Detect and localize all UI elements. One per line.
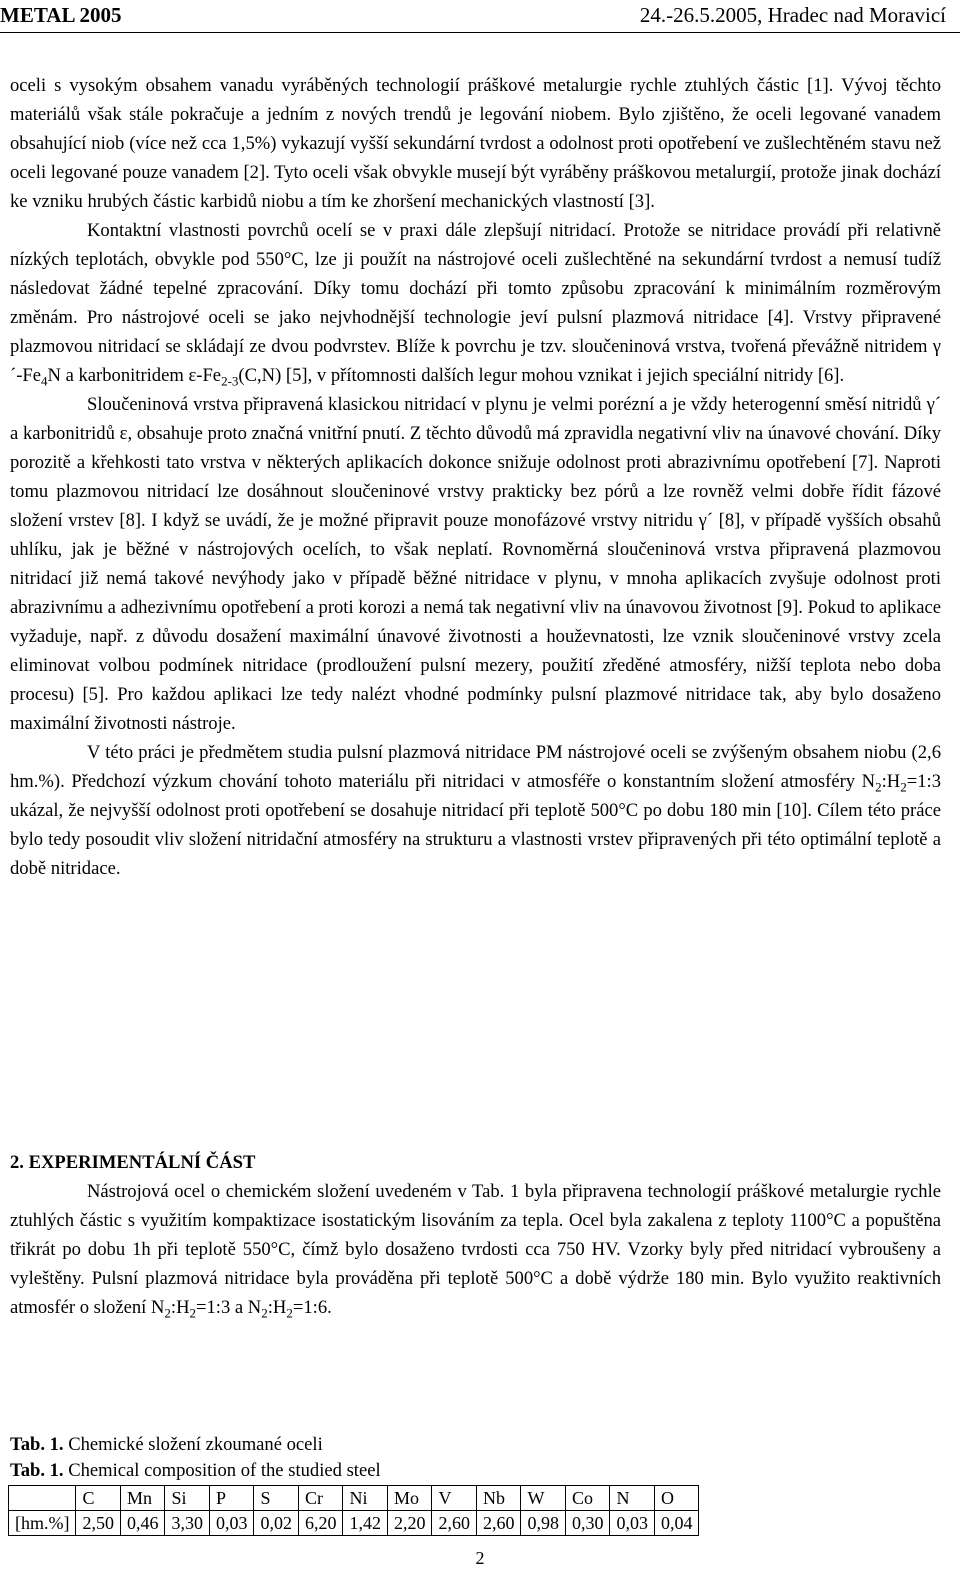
table-cell: 0,02 (254, 1511, 299, 1536)
table-cell (9, 1486, 76, 1511)
table-caption-cz: Tab. 1. Chemické složení zkoumané oceli (10, 1434, 323, 1455)
table-cell: N (610, 1486, 655, 1511)
table-cell: W (521, 1486, 566, 1511)
table-cell: O (654, 1486, 699, 1511)
paragraph-4: V této práci je předmětem studia pulsní plazmová nitridace PM nástrojové oceli se zvýšeným obsahem niobu (2,6 hm.%). Předchozí výzkum chování tohoto materiálu při nitridaci v atmosféře o konstantním složení atmosféry $N_2:H_2=1:3$ ukázal, že nejvyšší odolnost proti opotřebení se dosahuje nitridací při teplotě 500°C po dobu 180 min [10]. Cílem této práce bylo tedy posoudit vliv složení nitridační atmosféry na strukturu a vlastnosti vrstev připravených při této optimální teplotě a době nitridace. (10, 742, 941, 879)
page-number: 2 (475, 1548, 485, 1568)
table-cell: 0,98 (521, 1511, 566, 1536)
table-cell: Co (565, 1486, 610, 1511)
table-cell: C (76, 1486, 121, 1511)
table-cell: 3,30 (165, 1511, 210, 1536)
table-cell: Mn (120, 1486, 165, 1511)
section-heading: 2. EXPERIMENTÁLNÍ ČÁST (10, 1152, 256, 1173)
table-cell: [hm.%] (9, 1511, 76, 1536)
table-caption-en: Tab. 1. Chemical composition of the studied steel (10, 1460, 381, 1481)
table-cell: 2,60 (432, 1511, 477, 1536)
conference-date-place: 24.-26.5.2005, Hradec nad Moravicí (639, 3, 946, 27)
table-cell: 0,03 (209, 1511, 254, 1536)
header-rule (0, 32, 960, 33)
table-cell: Mo (387, 1486, 432, 1511)
table-cell: 2,20 (387, 1511, 432, 1536)
table-cell: 1,42 (343, 1511, 388, 1536)
table-cell: P (209, 1486, 254, 1511)
paragraph-3: Sloučeninová vrstva připravená klasickou nitridací v plynu je velmi porézní a je vždy heterogenní směsí nitridů γ´ a karbonitridů ε, obsahuje proto značná vnitřní pnutí. Z těchto důvodů má zpravidla negativní vliv na únavové chování. Díky porozitě a křehkosti tato vrstva v některých aplikacích dokonce snižuje odolnost proti abrazivnímu opotřebení [7]. Naproti tomu plazmovou nitridací lze dosáhnout sloučeninové vrstvy prakticky bez pórů a lze rovněž velmi dobře řídit fázové složení vrstev [8]. I když se uvádí, že je možné připravit pouze monofázové vrstvy nitridu γ´ [8], v případě vyšších obsahů uhlíku, jak je běžné v nástrojových ocelích, to však neplatí. Rovnoměrná sloučeninová vrstva připravená plazmovou nitridací již nemá takové nevýhody jako v případě běžné nitridace v plynu, v mnoha aplikacích zvyšuje odolnost proti abrazivnímu a adhezivnímu opotřebení a proti korozi a nemá tak negativní vliv na únavovou životnost [9]. Pokud to aplikace vyžaduje, např. z důvodu dosažení maximální únavové životnosti a houževnatosti, lze vznik sloučeninové vrstvy zcela eliminovat volbou podmínek nitridace (prodloužení pulsní mezery, použití zředěné atmosféry, nižší teplota nebo doba procesu) [5]. Pro každou aplikaci lze tedy nalézt vhodné podmínky pulsní plazmové nitridace tak, aby bylo dosaženo maximální životnosti nástroje. (10, 394, 941, 734)
table-cell: Ni (343, 1486, 388, 1511)
composition-table (8, 1485, 699, 1536)
body-text (10, 71, 941, 883)
table-cell: V (432, 1486, 477, 1511)
table-cell: 0,46 (120, 1511, 165, 1536)
table-cell: Si (165, 1486, 210, 1511)
section-text (10, 1177, 941, 1322)
table-cell: Cr (298, 1486, 343, 1511)
page-header (0, 0, 960, 34)
table-cell: 2,50 (76, 1511, 121, 1536)
table-cell: 0,03 (610, 1511, 655, 1536)
table-row (9, 1511, 699, 1536)
table-header-row (9, 1486, 699, 1511)
conference-name: METAL 2005 (0, 3, 122, 27)
table-cell: 2,60 (476, 1511, 521, 1536)
table-cell: 0,04 (654, 1511, 699, 1536)
paragraph-2: Kontaktní vlastnosti povrchů ocelí se v praxi dále zlepšují nitridací. Protože se nitridace provádí při relativně nízkých teplotách, obvykle pod 550°C, lze ji použít na nástrojové oceli zušlechtěné na sekundární tvrdost a nemusí tudíž následovat žádné tepelné zpracování. Díky tomu dochází při tomto způsobu zpracování k minimálním rozměrovým změnám. Pro nástrojové oceli se jako nejvhodnější technologie jeví pulsní plazmová nitridace [4]. Vrstvy připravené plazmovou nitridací se skládají ze dvou podvrstev. Blíže k povrchu je tzv. sloučeninová vrstva, tvořená převážně nitridem $\gamma´-Fe_4N$ a karbonitridem $\varepsilon-Fe_{2-3}(C,N)$ [5], v přítomnosti dalších legur mohou vznikat i jejich speciální nitridy [6]. (10, 220, 941, 389)
table-cell: 6,20 (298, 1511, 343, 1536)
table-cell: Nb (476, 1486, 521, 1511)
paragraph-1: oceli s vysokým obsahem vanadu vyráběných technologií práškové metalurgie rychle ztuhlých částic [1]. Vývoj těchto materiálů však stále pokračuje a jedním z nových trendů je legování niobem. Bylo zjištěno, že oceli legované vanadem obsahující niob (více než cca 1,5%) vykazují vyšší sekundární tvrdost a odolnost proti opotřebení ve zušlechtěném stavu než oceli legované pouze vanadem [2]. Tyto oceli však obvykle musejí být vyráběny práškovou metalurgií, protože jinak dochází ke vzniku hrubých částic karbidů niobu a tím ke zhoršení mechanických vlastností [3]. (10, 75, 941, 212)
table-cell: 0,30 (565, 1511, 610, 1536)
paragraph-5: Nástrojová ocel o chemickém složení uvedeném v Tab. 1 byla připravena technologií práškové metalurgie rychle ztuhlých částic s využitím kompaktizace isostatickým lisováním za tepla. Ocel byla zakalena z teploty 1100°C a popuštěna třikrát po dobu 1h při teplotě 550°C, čímž bylo dosaženo tvrdosti cca 750 HV. Vzorky byly před nitridací vybroušeny a vyleštěny. Pulsní plazmová nitridace byla prováděna při teplotě 500°C a době výdrže 180 min. Bylo využito reaktivních atmosfér o složení $N_2:H_2=1:3$ a $N_2:H_2=1:6$. (10, 1181, 941, 1321)
table-cell: S (254, 1486, 299, 1511)
